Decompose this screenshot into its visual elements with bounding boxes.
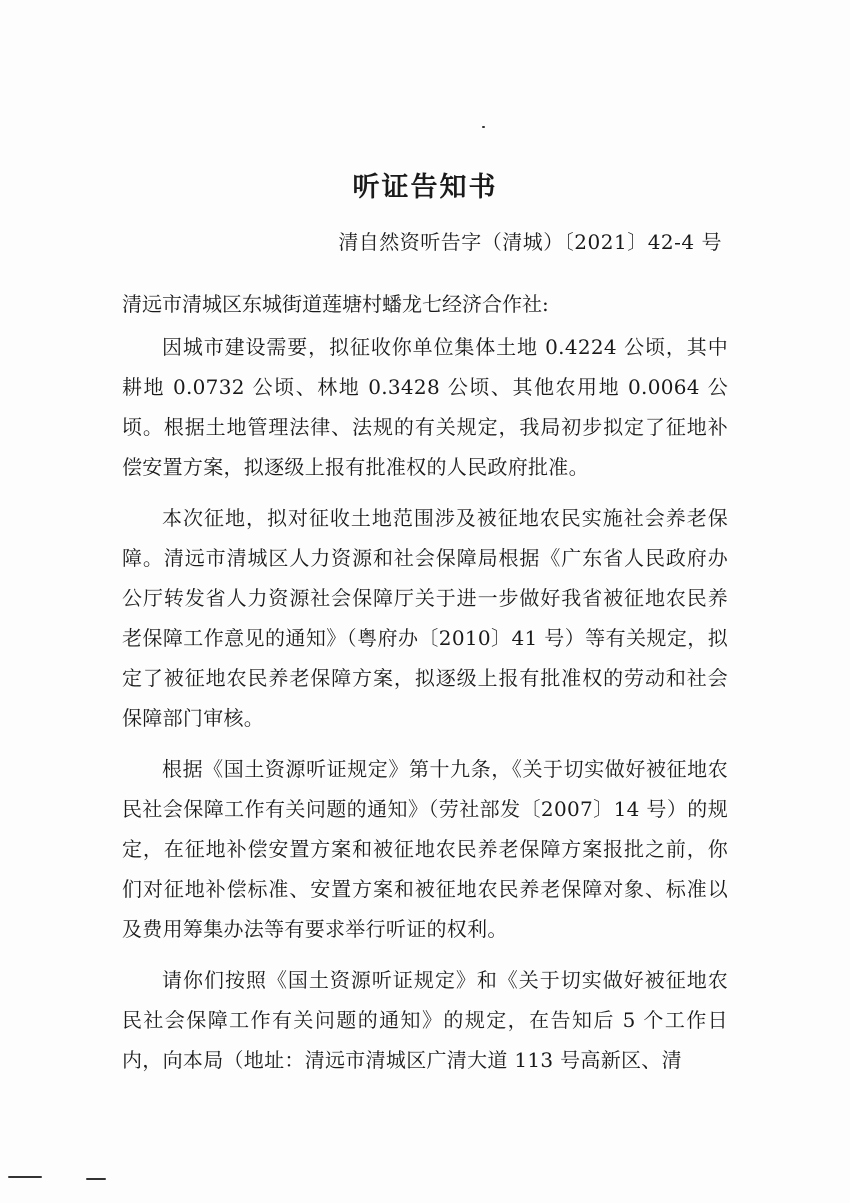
- paragraph-2: 本次征地，拟对征收土地范围涉及被征地农民实施社会养老保障。清远市清城区人力资源和社会保障局根据《广东省人民政府办公厅转发省人力资源社会保障厅关于进一步做好我省被征地农民养老保障工作意见的通知》（粤府办〔2010〕41 号）等有关规定，拟定了被征地农民养老保障方案，拟逐级上报有批准权的劳动和社会保障部门审核。: [122, 506, 728, 730]
- document-body: [122, 327, 728, 1091]
- document-title: 听证告知书: [352, 172, 498, 203]
- paragraph-3: 根据《国土资源听证规定》第十九条，《关于切实做好被征地农民社会保障工作有关问题的通知》（劳社部发〔2007〕14 号）的规定，在征地补偿安置方案和被征地农民养老保障方案报批之前，你们对征地补偿标准、安置方案和被征地农民养老保障对象、标准以及费用筹集办法等有要求举行听证的权利。: [122, 757, 728, 941]
- document-number: 清自然资听告字（清城）〔2021〕42-4 号: [338, 230, 722, 254]
- scan-mark-top: [482, 126, 485, 128]
- paragraph-4: 请你们按照《国土资源听证规定》和《关于切实做好被征地农民社会保障工作有关问题的通知》的规定，在告知后 5 个工作日内，向本局（地址：清远市清城区广清大道 113 号高新区、清: [122, 968, 728, 1072]
- paragraph-1: 因城市建设需要，拟征收你单位集体土地 0.4224 公顷，其中耕地 0.0732 公顷、林地 0.3428 公顷、其他农用地 0.0064 公顷。根据土地管理法律、法规的有关规定，我局初步拟定了征地补偿安置方案，拟逐级上报有批准权的人民政府批准。: [122, 335, 728, 479]
- scan-mark-bottom-left: [8, 1176, 42, 1178]
- recipient-line: 清远市清城区东城街道莲塘村蟠龙七经济合作社:: [122, 292, 549, 316]
- scan-mark-bottom-right: [86, 1178, 106, 1180]
